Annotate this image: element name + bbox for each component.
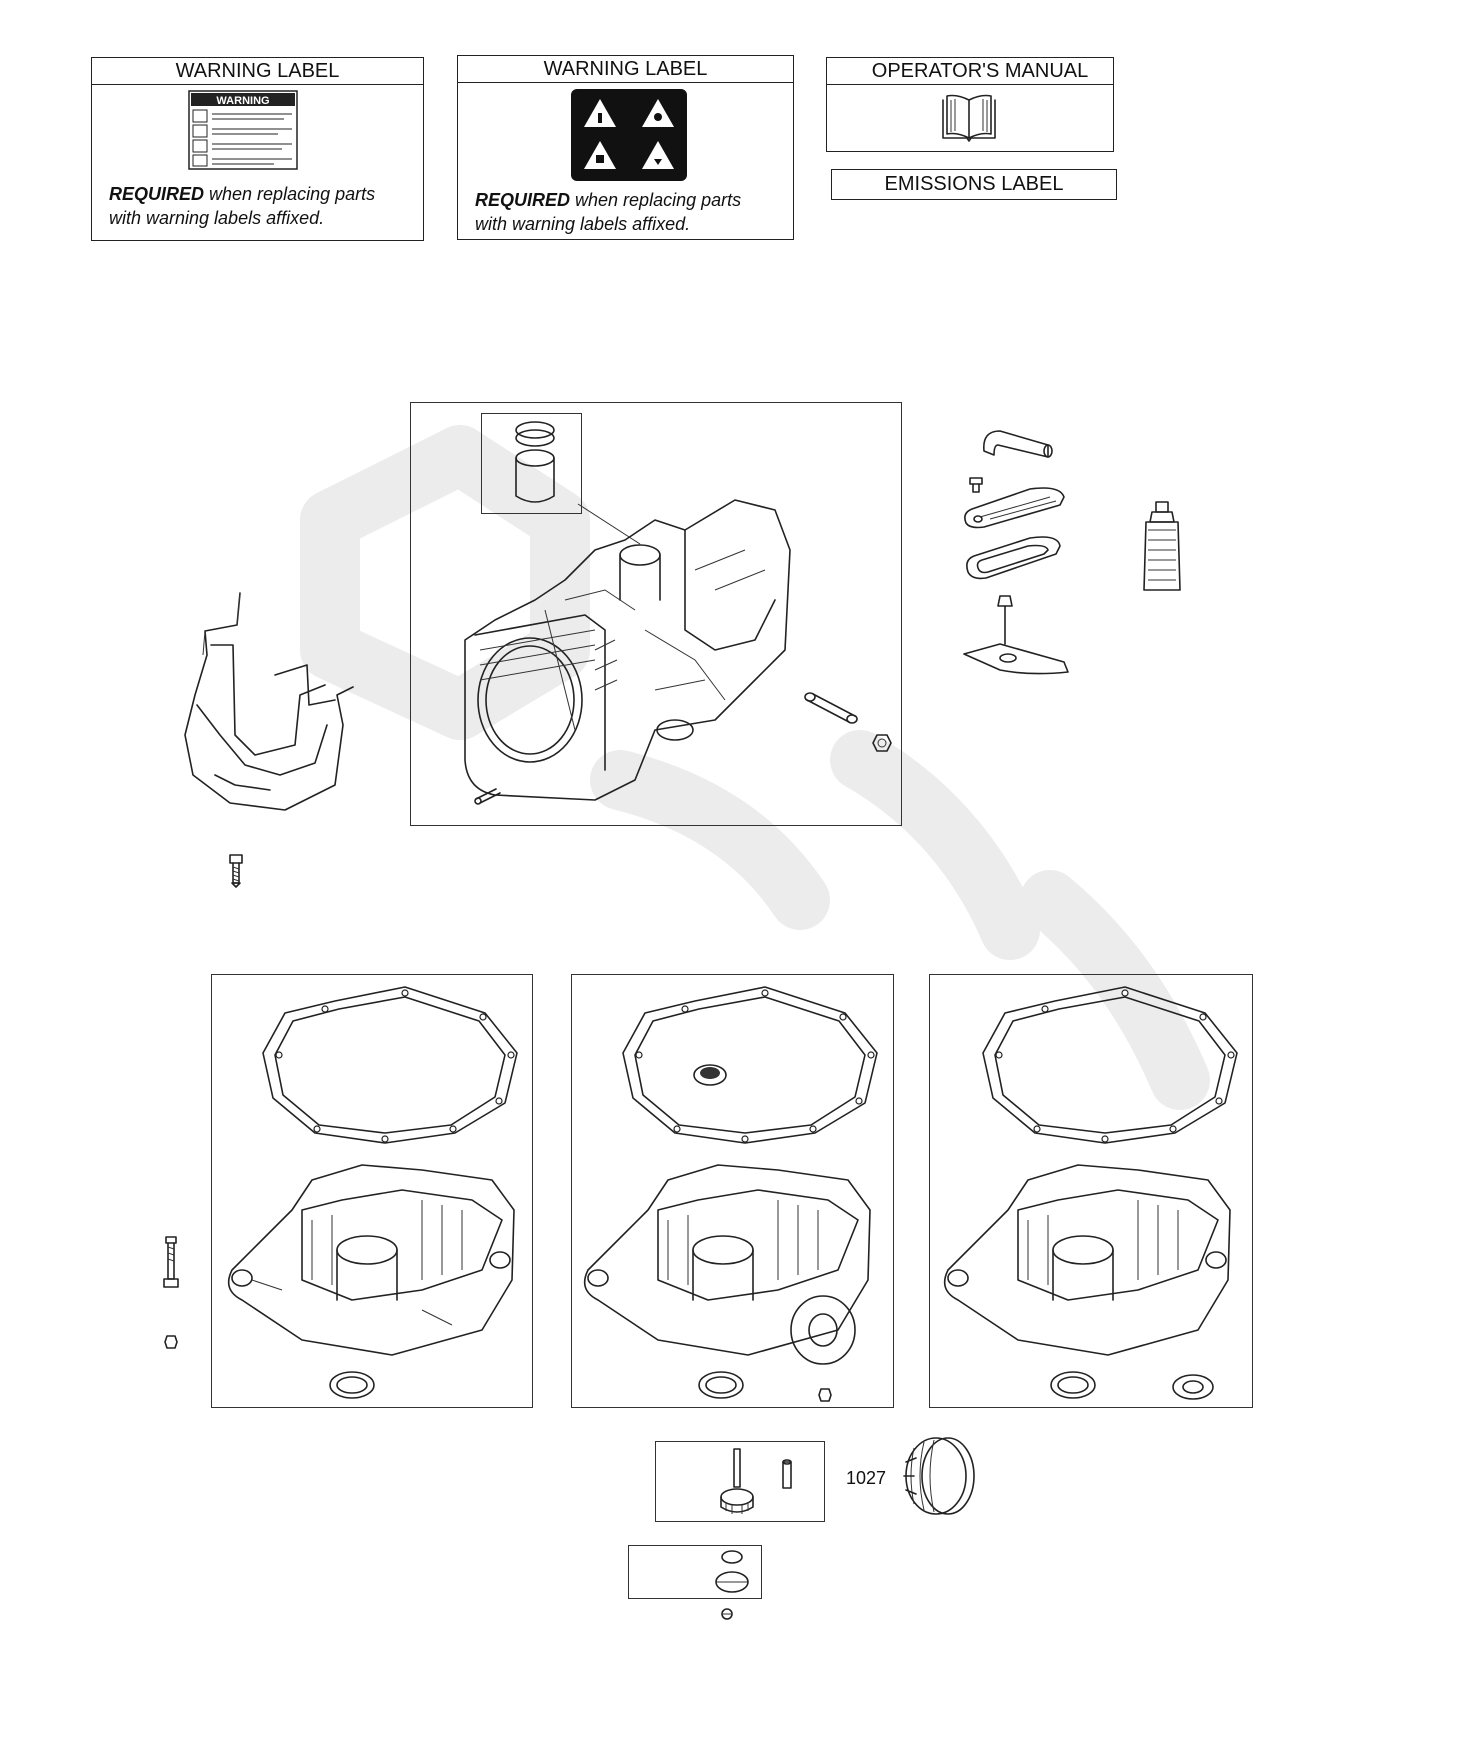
book-icon xyxy=(939,94,999,142)
required-text-bold: REQUIRED xyxy=(109,184,205,204)
governor-gear xyxy=(718,1447,758,1519)
washer xyxy=(1170,1372,1216,1402)
warning-label-title: WARNING LABEL xyxy=(92,58,423,85)
dowel-pin-small xyxy=(472,785,502,805)
dowel-pin xyxy=(803,692,863,732)
oil-seal-1 xyxy=(327,1370,377,1400)
air-guide-shroud xyxy=(175,585,365,825)
oil-filter-part-number: 1027 xyxy=(846,1468,887,1488)
breather-cover xyxy=(960,483,1070,533)
required-text-rest: when replacing parts xyxy=(204,184,376,204)
warning-label-box-1 xyxy=(91,57,424,241)
screw-icon xyxy=(226,853,246,889)
oil-fill-screw xyxy=(720,1607,734,1621)
safety-pictogram-icon xyxy=(571,89,687,181)
nut-icon xyxy=(872,733,892,753)
required-text-bold: REQUIRED xyxy=(475,190,571,210)
sump-body-3 xyxy=(938,1160,1243,1360)
governor-pin xyxy=(778,1458,796,1492)
svg-text:WARNING: WARNING xyxy=(216,95,270,107)
breather-valve xyxy=(960,592,1072,678)
oil-seal-2 xyxy=(696,1370,746,1400)
breather-tube xyxy=(978,423,1058,463)
oil-fill-parts xyxy=(712,1547,752,1597)
operators-manual-box xyxy=(826,57,1114,152)
sump-bolt xyxy=(160,1235,182,1293)
sump-nut xyxy=(164,1334,178,1350)
required-text-rest: when replacing parts xyxy=(570,190,742,210)
sump-gasket-1 xyxy=(255,983,525,1148)
sump-gasket-3 xyxy=(975,983,1245,1148)
breather-gasket xyxy=(962,532,1062,582)
emissions-label-box xyxy=(831,169,1117,200)
sealant-tube xyxy=(1140,500,1184,596)
oil-seal-3 xyxy=(1048,1370,1098,1400)
sump-gasket-2 xyxy=(615,983,885,1148)
required-text-line2: with warning labels affixed. xyxy=(109,208,325,228)
oil-filter xyxy=(894,1432,978,1520)
required-text-line2: with warning labels affixed. xyxy=(475,214,691,234)
operators-manual-title: OPERATOR'S MANUAL xyxy=(827,58,1113,85)
emissions-label-title: EMISSIONS LABEL xyxy=(884,173,1064,195)
warning-label-title: WARNING LABEL xyxy=(458,56,793,83)
sump-body-2 xyxy=(578,1160,888,1370)
sump-body-1 xyxy=(222,1160,527,1360)
warning-label-box-2 xyxy=(457,55,794,240)
cylinder-block xyxy=(455,490,815,810)
warning-decal-icon xyxy=(188,90,298,170)
drain-plug xyxy=(818,1387,832,1403)
